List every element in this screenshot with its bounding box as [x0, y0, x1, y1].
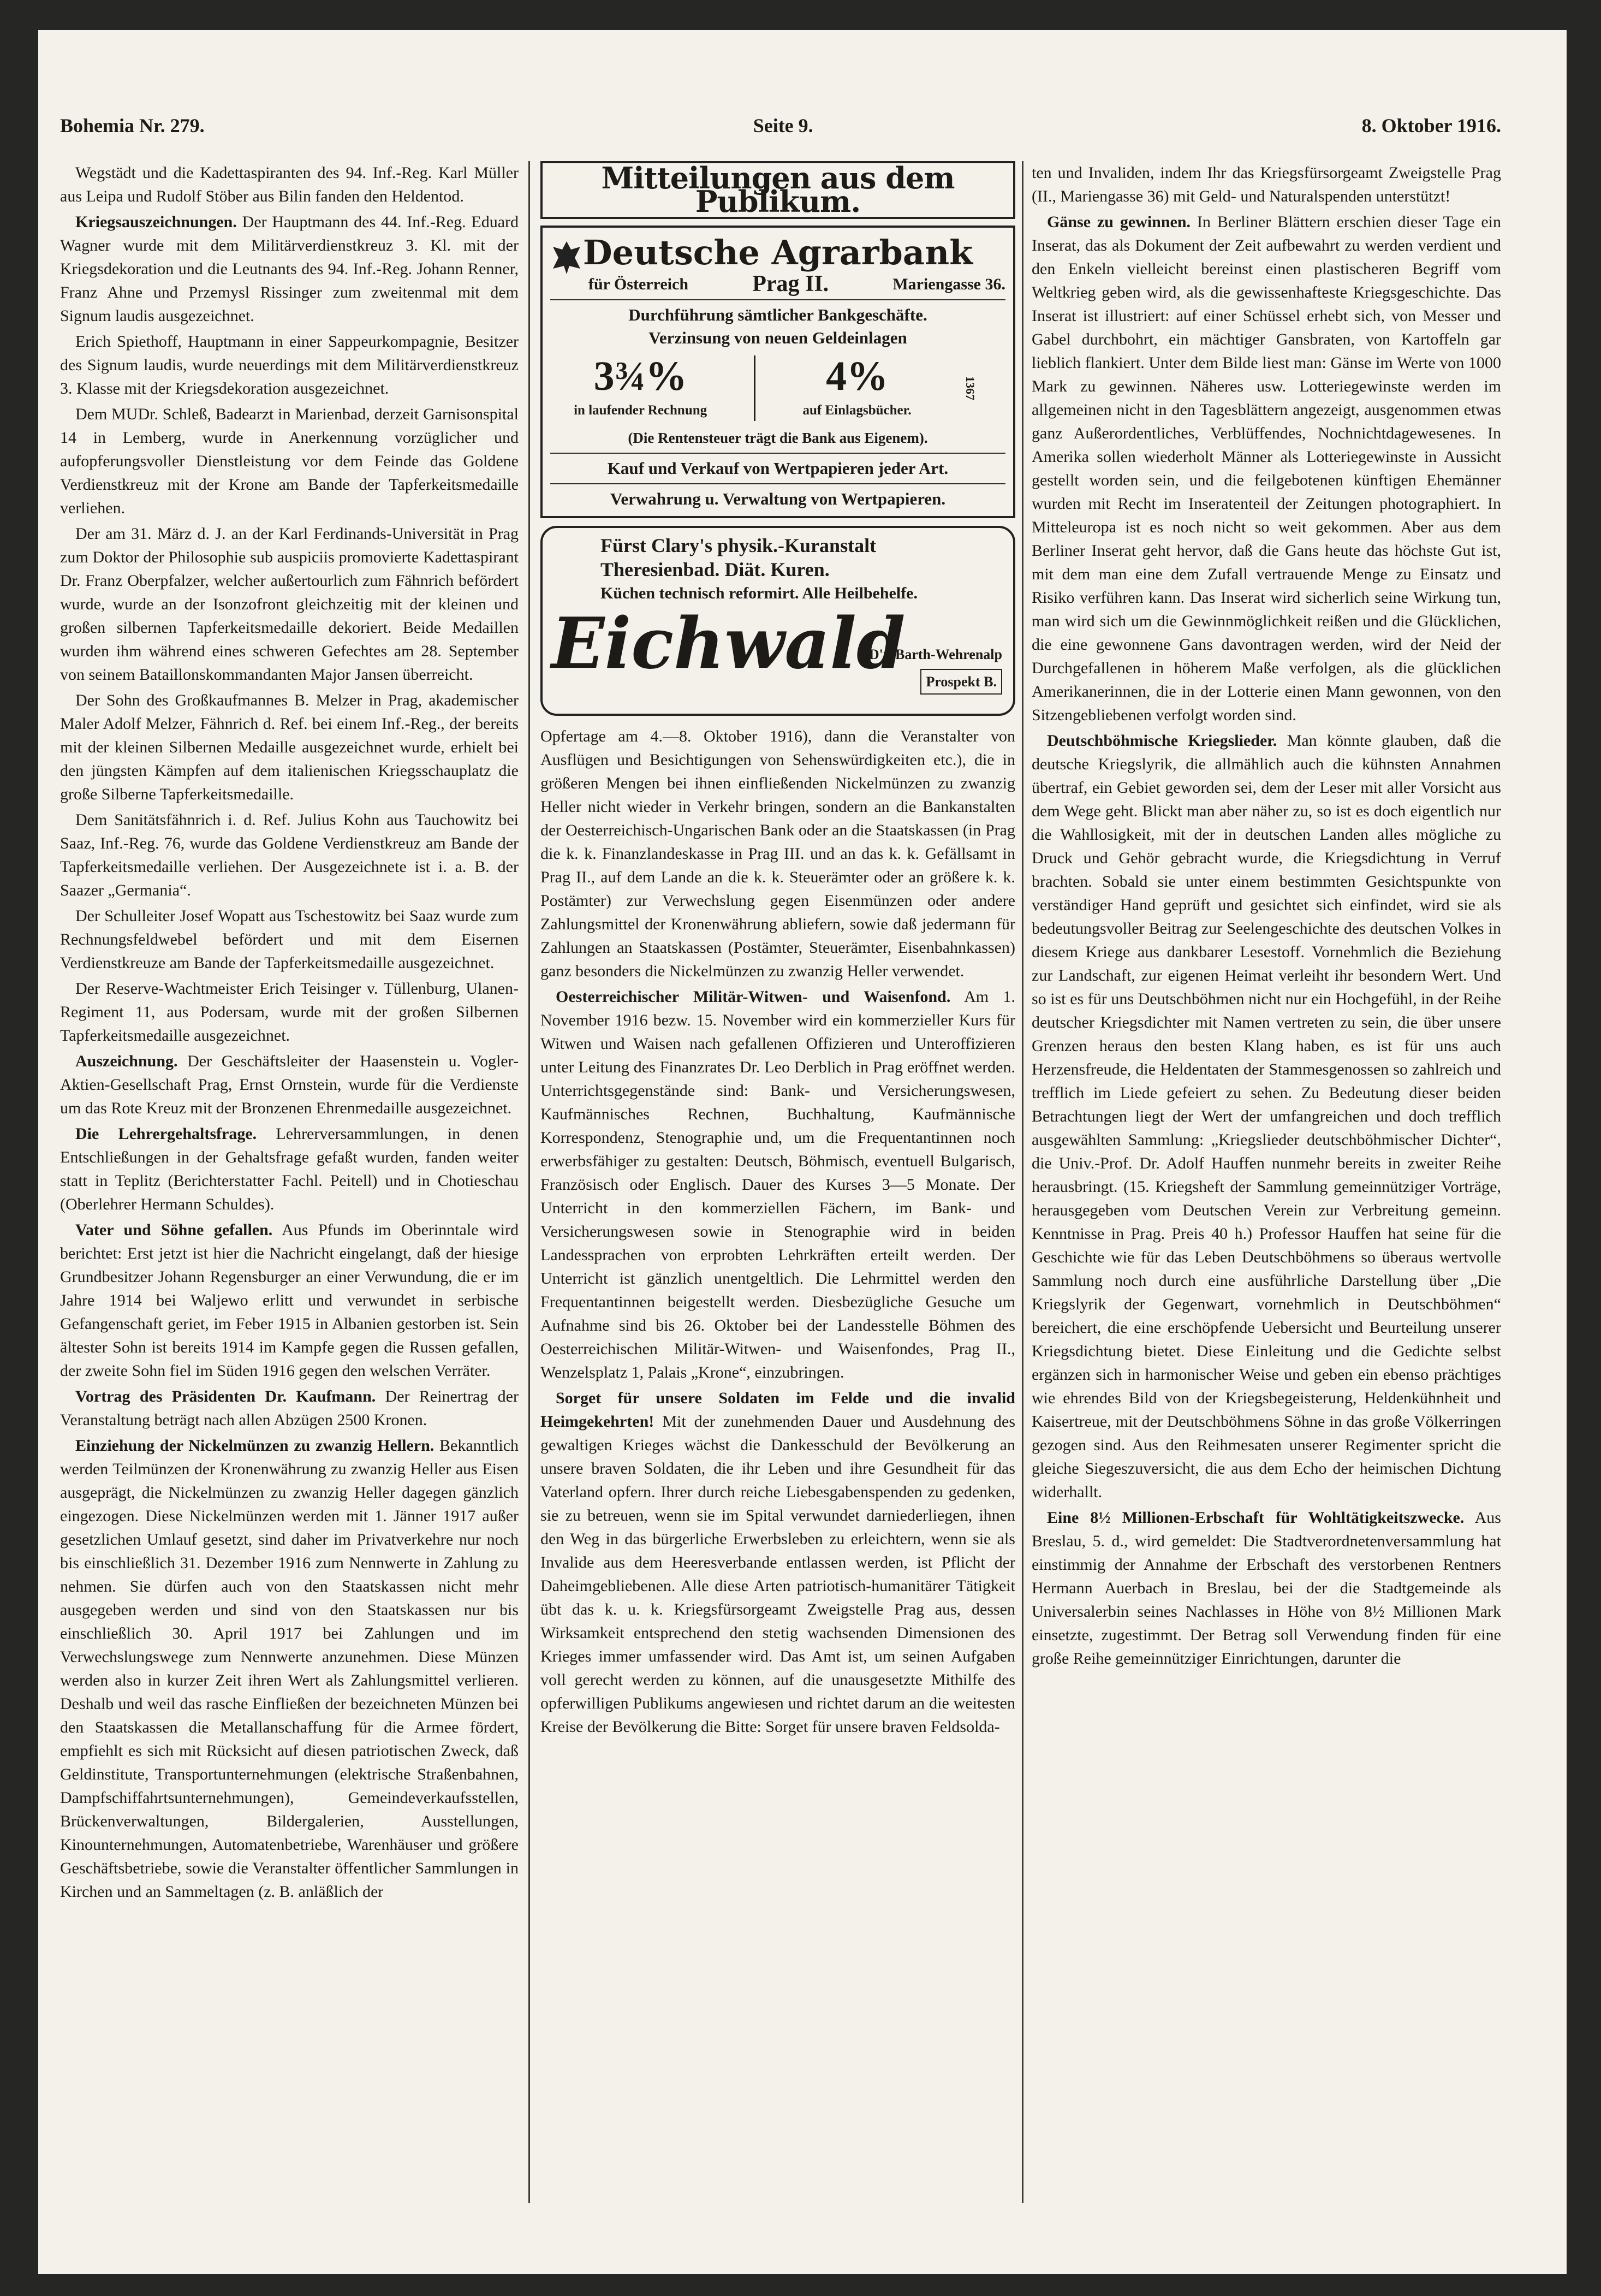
issue-date: 8. Oktober 1916. [1361, 115, 1501, 137]
rate-current-account-label: in laufender Rechnung [574, 403, 707, 418]
article-text: Lehrerversammlungen, in denen Entschließungen in der Gehaltsfrage gefaßt wurden, fanden weiter statt in Teplitz (Berichterstatter Fachl. Peitell) und in Chotieschau (Oberlehrer Hermann Schuldes). [60, 1125, 519, 1213]
page-header [60, 101, 1501, 150]
bank-securities-custody: Verwahrung u. Verwaltung von Wertpapieren. [610, 489, 946, 508]
article-text: Man könnte glauben, daß die deutsche Kriegslyrik, die allmählich auch die kühnsten Annahmen übertraf, ein Gebiet geworden sei, dem der Leser mit aller Vorsicht aus dem Wege geht. Blickt man aber näher zu, so ist es doch eigentlich nur die Wahllosigkeit, mit der in deutschen Landen alles mögliche zu Druck und Gehör gebracht wurde, die Kriegsdichtung in Verruf brachten. Sobald sie unter einem bestimmten Gesichtspunkte von verständiger Hand geprüft und gesichtet sich einfindet, wird sie als bedeutungsvoller Beitrag zur Seelengeschichte des deutschen Volkes in diesem Kriege aus dankbarer Lesestoff. Vornehmlich die Beziehung zur Landschaft, zur eigenen Heimat verleiht ihr besondern Wert. Und so ist es für uns Deutschböhmen nicht nur ein Hochgefühl, in der Reihe deutscher Kriegsdichter mit Namen vertreten zu sein, die über unsere Grenzen heraus den besten Klang haben, es ist für uns auch Herzensfreude, die Heldentaten der Stammesgenossen so zahlreich und trefflich im Liede gefeiert zu sehen. Zu Bedeutung dieser beiden Betrachtungen liegt der Wert der umfangreichen und doch trefflich ausgewählten Sammlung: „Kriegslieder deutschböhmischer Dichter“, die Univ.-Prof. Dr. Adolf Hauffen nunmehr bereits in zweiter Reihe herausbringt. (15. Kriegsheft der Sammlung gemeinnütziger Vorträge, herausgegeben vom Deutschen Verein zur Verbreitung gemeinn. Kenntnisse in Prag. Preis 40 h.) Professor Hauffen hat seine für die Geschichte wie für das Leben Deutschböhmens so überaus wertvolle Sammlung noch durch eine ausführliche Darstellung über „Die Kriegslyrik der Gegenwart, vornehmlich in Deutschböhmen“ bereichert, die eine erschöpfende Uebersicht und Beurteilung unserer Kriegsdichtung bietet. Diese Einleitung und die Gedichte selbst ergänzen sich in harmonischer Weise und geben ein ebenso prächtiges wie ehrendes Bild von der Kriegsbegeisterung, Heldenkühnheit und Kaisertreue, mit der Deutschböhmens Söhne in das große Völkerringen gezogen sind. Aus den Reihmesaten unserer Regimenter spricht die gleiche Siegeszuversicht, die aus dem Echo der heimischen Dichtung widerhallt. [1032, 732, 1501, 1501]
eichwald-advertisement [540, 526, 1015, 716]
rate-savings-book-label: auf Einlagsbücher. [802, 403, 912, 418]
agrarbank-advertisement [540, 226, 1015, 518]
article-headline: Sorget für unsere Soldaten im Felde und die invalid Heimgekehrten! [540, 1389, 1015, 1431]
article-paragraph [60, 330, 519, 400]
article-text: Opfertage am 4.—8. Oktober 1916), dann die Veranstalter von Ausflügen und Besichtigungen von Sehenswürdigkeiten etc.), die in größeren Mengen bei ihnen einfließenden Nickelmünzen zu zwanzig Heller nicht wieder in Verkehr bringen, sondern an die Bankanstalten der Oesterreichisch-Ungarischen Bank oder an die Staatskassen (in Prag die k. k. Finanzlandeskasse in Prag III. und an das k. k. Gefällsamt in Prag II., auf dem Lande an die k. k. Steuerämter oder an größere k. k. Postämter) zur Verwechslung gegen Eisenmünzen oder andere Zahlungsmittel der Kronenwährung abliefern, sowie daß jedermann für Zahlungen an Staatskassen (Postämter, Steuerämter, Eisenbahnkassen) ganz besonders die Nickelmünzen zu zwanzig Heller verwendet. [540, 727, 1015, 980]
article-headline: Vater und Söhne gefallen. [75, 1221, 273, 1239]
article-text: Wegstädt und die Kadettaspiranten des 94. Inf.-Reg. Karl Müller aus Leipa und Rudolf Stöber aus Bilin fanden den Heldentod. [60, 164, 519, 205]
article-text: Der Sohn des Großkaufmannes B. Melzer in Prag, akademischer Maler Adolf Melzer, Fähnrich d. Ref. bei einem Inf.-Reg., der bereits mit der kleinen Silbernen Medaille ausgezeichnet wurde, erhielt bei den jüngsten Kämpfen auf dem italienischen Kriegsschauplatz die große Silberne Tapferkeitsmedaille. [60, 691, 519, 803]
bank-country: für Österreich [588, 275, 689, 293]
article-paragraph [60, 161, 519, 208]
article-headline: Deutschböhmische Kriegslieder. [1047, 732, 1277, 750]
article-paragraph [60, 1122, 519, 1216]
article-text: Am 1. November 1916 bezw. 15. November wird ein kommerzieller Kurs für Witwen und Waisen nach gefallenen Offizieren und Unteroffizieren unter Leitung des Finanzrates Dr. Leo Derblich in Prag eröffnet werden. Unterrichtsgegenstände sind: Bank- und Versicherungswesen, Kaufmännisches Rechnen, Buchhaltung, Kaufmännische Korrespondenz, Stenographie und, um die Frequentantinnen noch erwerbsfähiger zu gestalten: Deutsch, Böhmisch, eventuell Bulgarisch, Französisch oder Englisch. Dauer des Kurses 3—5 Monate. Der Unterricht in den kommerziellen Fächern, im Bank- und Versicherungswesen sowie in Stenographie wird in beiden Landessprachen von erprobten Lehrkräften erteilt werden. Der Unterricht ist gänzlich unentgeltlich. Die Lehrmittel werden den Frequentantinnen beigestellt werden. Diesbezügliche Gesuche um Aufnahme sind bis 26. Oktober bei der Landesstelle Böhmen des Oesterreichischen Militär-Witwen- und Waisenfondes, Prag II., Wenzelsplatz 1, Palais „Krone“, einzubringen. [540, 988, 1015, 1381]
bank-deposits: Verzinsung von neuen Geldeinlagen [648, 328, 907, 347]
column-middle [540, 161, 1015, 2203]
column-left [60, 161, 519, 2203]
article-headline: Kriegsauszeichnungen. [75, 213, 237, 231]
article-paragraph [540, 985, 1015, 1384]
article-text: Aus Pfunds im Oberinntale wird berichtet: Erst jetzt ist hier die Nachricht eingelangt, daß der hiesige Grundbesitzer Johann Regensburger an einer Verwundung, die er im Jahre 1914 bei Waljewo erlitt und verwundet in serbische Gefangenschaft geriet, im Feber 1915 in Albanien gestorben ist. Sein ältester Sohn ist bereits 1914 im Kampfe gegen die Russen gefallen, der zweite Sohn fiel im Süden 1916 gegen den welschen Verräter. [60, 1221, 519, 1380]
article-paragraph [60, 977, 519, 1047]
article-paragraph [60, 1049, 519, 1120]
column-divider [1022, 161, 1023, 2203]
article-paragraph [60, 689, 519, 806]
rate-divider [754, 355, 755, 421]
eichwald-name: Eichwald [551, 603, 906, 685]
bank-services: Durchführung sämtlicher Bankgeschäfte. [628, 305, 927, 324]
eagle-emblem-icon [550, 239, 583, 277]
article-text: Der Reinertrag der Veranstaltung beträgt nach allen Abzügen 2500 Kronen. [60, 1387, 519, 1429]
ad-side-number: 1367 [963, 376, 977, 400]
article-text: Der Schulleiter Josef Wopatt aus Tschestowitz bei Saaz wurde zum Rechnungsfeldwebel befördert und mit dem Eisernen Verdienstkreuze am Bande der Tapferkeitsmedaille ausgezeichnet. [60, 907, 519, 972]
eichwald-doctor: D'r. Barth-Wehrenalp [868, 646, 1002, 662]
article-paragraph [540, 725, 1015, 983]
article-text: Erich Spiethoff, Hauptmann in einer Sappeurkompagnie, Besitzer des Signum laudis, wurde neuerdings mit dem Militärverdienstkreuz 3. Klasse mit der Kriegsdekoration ausgezeichnet. [60, 333, 519, 398]
article-headline: Eine 8½ Millionen-Erbschaft für Wohltätigkeitszwecke. [1047, 1509, 1465, 1527]
article-paragraph [1032, 210, 1501, 727]
page-number: Seite 9. [753, 115, 813, 137]
article-paragraph [60, 1434, 519, 1903]
bank-tax-note: (Die Rentensteuer trägt die Bank aus Eigenem). [628, 430, 928, 446]
bank-name: Deutsche Agrarbank [582, 233, 973, 272]
article-paragraph [60, 210, 519, 328]
article-text: Der Hauptmann des 44. Inf.-Reg. Eduard Wagner wurde mit dem Militärverdienstkreuz 3. Kl. mit der Kriegsdekoration und die Leutnants des 94. Inf.-Reg. Johann Renner, Franz Ahne und Przemysl Rissinger zum zweitenmal mit dem Signum laudis ausgezeichnet. [60, 213, 519, 325]
article-headline: Gänse zu gewinnen. [1047, 213, 1191, 231]
column-divider [528, 161, 530, 2203]
article-paragraph [1032, 729, 1501, 1504]
article-paragraph [60, 1385, 519, 1432]
article-text: Der Geschäftsleiter der Haasenstein u. Vogler-Aktien-Gesellschaft Prag, Ernst Ornstein, wurde für die Verdienste um das Rote Kreuz mit der Bronzenen Ehrenmedaille ausgezeichnet. [60, 1052, 519, 1117]
column-middle-text [540, 725, 1015, 1739]
rate-current-account: 3¾% [593, 353, 687, 399]
eichwald-line-2: Theresienbad. Diät. Kuren. [600, 559, 830, 580]
article-paragraph [1032, 161, 1501, 208]
article-paragraph [1032, 1506, 1501, 1670]
article-headline: Die Lehrergehaltsfrage. [75, 1125, 257, 1143]
ads-section-title: Mitteilungen aus dem Publikum. [540, 161, 1015, 219]
bank-street: Mariengasse 36. [892, 275, 1005, 293]
article-headline: Einziehung der Nickelmünzen zu zwanzig Hellern. [75, 1437, 435, 1455]
article-text: Dem MUDr. Schleß, Badearzt in Marienbad, derzeit Garnisonspital 14 in Lemberg, wurde in Anerkennung vorzüglicher und aufopferungsvoller Dienstleistung vor dem Feinde das Goldene Verdienstkreuz mit der Krone am Bande der Tapferkeitsmedaille verliehen. [60, 405, 519, 517]
newspaper-page [38, 30, 1567, 2274]
article-text: Der Reserve-Wachtmeister Erich Teisinger v. Tüllenburg, Ulanen-Regiment 11, aus Podersam, wurde mit der großen Silbernen Tapferkeitsmedaille ausgezeichnet. [60, 980, 519, 1045]
column-right [1032, 161, 1501, 2203]
bank-securities-trade: Kauf und Verkauf von Wertpapieren jeder Art. [607, 459, 949, 478]
article-text: Bekanntlich werden Teilmünzen der Kronenwährung zu zwanzig Heller aus Eisen ausgeprägt, die Nickelmünzen zu zwanzig Heller dagegen gänzlich eingezogen. Diese Nickelmünzen werden mit 1. Jänner 1917 außer gesetzlichen Umlauf gesetzt, sind daher im Privatverkehre nur noch bis einschließlich 31. Dezember 1916 zum Nennwerte in Zahlung zu nehmen. Sie dürfen auch von den Staatskassen nicht mehr ausgegeben werden und sind von den Staatskassen nur bis einschließlich 30. April 1917 bei Zahlungen und im Verwechslungswege zum Nennwerte anzunehmen. Diese Münzen werden also in kurzer Zeit ihren Wert als Zahlungsmittel verlieren. Deshalb und weil das rasche Einfließen der bezeichneten Münzen bei den Staatskassen die Metallanschaffung für die Armee fördert, empfiehlt es sich mit Rücksicht auf diesen patriotischen Zweck, daß Geldinstitute, Transportunternehmungen (elektrische Straßenbahnen, Dampfschiffahrtsunternehmungen), Gemeindeverkaufsstellen, Brückenverwaltungen, Bildergalerien, Ausstellungen, Kinounternehmungen, Automatenbetriebe, Warenhäuser und größere Geschäftsbetriebe, sowie die Veranstalter öffentlicher Sammlungen in Kirchen und an Sammeltagen (z. B. anläßlich der [60, 1437, 519, 1901]
article-text: Der am 31. März d. J. an der Karl Ferdinands-Universität in Prag zum Doktor der Philosophie sub auspiciis promovierte Kadettaspirant Dr. Franz Oberpfalzer, welcher außertourlich zum Fähnrich befördert wurde, wurde an der Isonzofront gleichzeitig mit der kleinen und großen silbernen Tapferkeitsmedaille dekoriert. Beide Medaillen wurden ihm während eines schweren Gefechtes am 28. September von seinem Bataillonskommandanten Major Jansen überreicht. [60, 525, 519, 684]
eichwald-line-1: Fürst Clary's physik.-Kuranstalt [600, 535, 877, 556]
article-text: ten und Invaliden, indem Ihr das Kriegsfürsorgeamt Zweigstelle Prag (II., Mariengasse 36) mit Geld- und Naturalspenden unterstützt! [1032, 164, 1501, 205]
bank-city: Prag II. [752, 271, 829, 296]
article-headline: Vortrag des Präsidenten Dr. Kaufmann. [75, 1387, 376, 1405]
article-headline: Oesterreichischer Militär-Witwen- und Waisenfond. [556, 988, 951, 1006]
eichwald-prospekt: Prospekt B. [920, 669, 1002, 695]
article-paragraph [60, 402, 519, 520]
eichwald-line-3: Küchen technisch reformirt. Alle Heilbehelfe. [600, 584, 918, 602]
masthead-issue: Bohemia Nr. 279. [60, 115, 205, 137]
article-text: Aus Breslau, 5. d., wird gemeldet: Die Stadtverordnetenversammlung hat einstimmig der Annahme der Erbschaft des verstorbenen Rentners Hermann Auerbach in Breslau, bei der die Stadtgemeinde als Universalerbin seines Nachlasses in Höhe von 8½ Millionen Mark einsetzte, zugestimmt. Der Betrag soll Verwendung finden für eine große Reihe gemeinnütziger Einrichtungen, darunter die [1032, 1509, 1501, 1668]
article-paragraph [60, 904, 519, 975]
article-paragraph [60, 1218, 519, 1383]
article-text: In Berliner Blättern erschien dieser Tage ein Inserat, das als Dokument der Zeit aufbewahrt zu werden verdient und den Enkeln vielleicht bereinst einen plastischeren Begriff vom Weltkrieg geben wird, als die gewissenhafteste Kriegsgeschichte. Das Inserat ist illustriert: auf einer Schüssel erhebt sich, von Messer und Gabel durchbohrt, ein mächtiger Gansbraten, von Kartoffeln gar lieblich flankiert. Unter dem Bilde liest man: Gänse im Werte von 1000 Mark zu gewinnen. Näheres usw. Lotteriegewinste werden im allgemeinen nicht in den Tagesblättern angezeigt, ausgenommen etwas ganz Außerordentliches, Verblüffendes, Nochnichtdagewesenes. In Amerika sollen wiederholt Männer als Lotteriegewinste in Aussicht gestellt worden sein, und die feilgebotenen künftigen Ehemänner wurden mit Recht im Inseratenteil der Zeitungen photographiert. In Mitteleuropa ist es noch nicht so weit gekommen. Aber aus dem Berliner Inserat geht hervor, daß die Gans heute das höchste Gut ist, mit dem man eine dem Zufall vertrauende Menge zu Einsatz und Risiko verführen kann. Das Inserat wird sicherlich seine Wirkung tun, man wird sich um die Gewinnmöglichkeit reißen und die Glücklichen, die eine gewonnene Gans davontragen werden, wird der Neid der Durchgefallenen in höherem Maße verfolgen, als die glücklichen Amerikanerinnen, die in der Lotterie einen Mann gewonnen, von den Sitzengebliebenen verfolgt worden sind. [1032, 213, 1501, 724]
article-paragraph [60, 808, 519, 902]
article-headline: Auszeichnung. [75, 1052, 178, 1070]
rate-savings-book: 4% [826, 353, 889, 399]
article-paragraph [60, 522, 519, 686]
article-paragraph [540, 1386, 1015, 1739]
article-text: Dem Sanitätsfähnrich i. d. Ref. Julius Kohn aus Tauchowitz bei Saaz, Inf.-Reg. 76, wurde das Goldene Verdienstkreuz am Bande der Tapferkeitsmedaille verliehen. Der Ausgezeichnete ist i. a. B. der Saazer „Germania“. [60, 811, 519, 899]
article-text: Mit der zunehmenden Dauer und Ausdehnung des gewaltigen Krieges wächst die Dankesschuld der Bevölkerung an unsere braven Soldaten, die ihr Leben und ihre Gesundheit für das Vaterland opfern. Ihrer durch reiche Liebesgabenspenden zu gedenken, sie zu betreuen, wenn sie im Spital verwundet darniederliegen, ihnen den Weg in das bürgerliche Erwerbsleben zu erleichtern, wenn sie als Invalide aus dem Heeresverbande entlassen werden, ist Pflicht der Daheimgebliebenen. Alle diese Arten patriotisch-humanitärer Tätigkeit übt das k. u. k. Kriegsfürsorgeamt Zweigstelle Prag aus, dessen Wirksamkeit entsprechend den stetig wachsenden Dimensionen des Krieges immer umfassender wird. Das Amt ist, um seinen Aufgaben voll gerecht werden zu können, auf die unausgesetzte Mithilfe des opferwilligen Publikums angewiesen und richtet darum an die weitesten Kreise der Bevölkerung die Bitte: Sorget für unsere braven Feldsolda- [540, 1413, 1015, 1736]
